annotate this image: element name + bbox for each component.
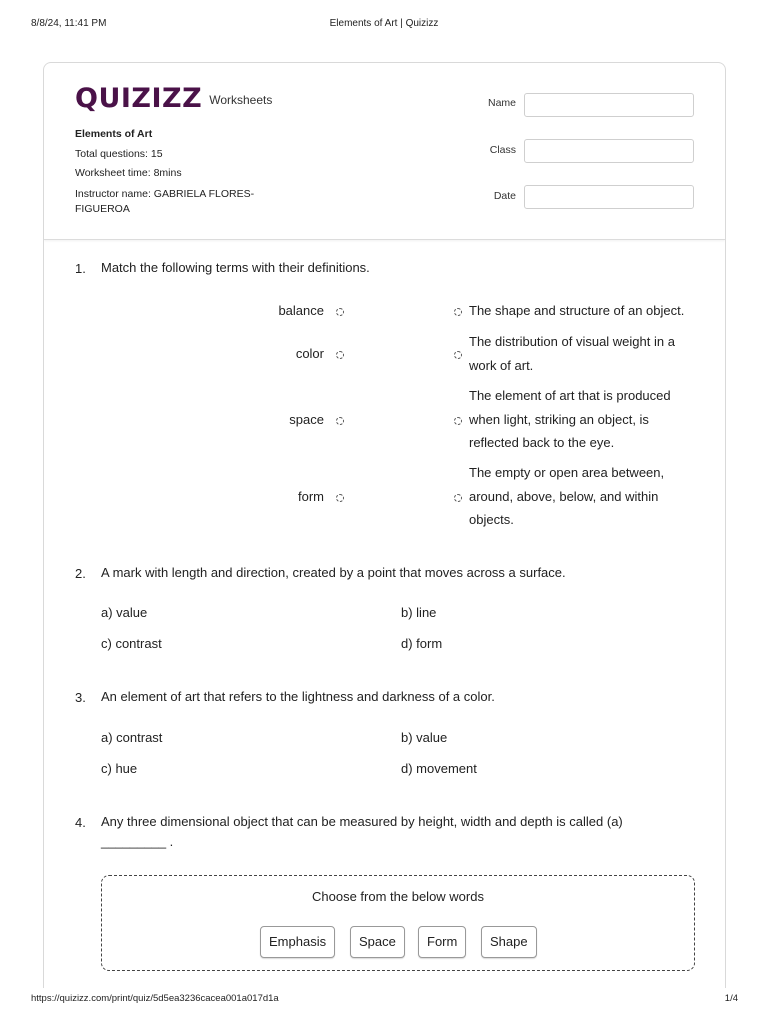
- answer-blank: _________ .: [101, 834, 174, 849]
- question-text: Any three dimensional object that can be measured by height, width and depth is called (a): [101, 814, 623, 829]
- word-chip-form[interactable]: Form: [418, 926, 466, 958]
- match-definition-2[interactable]: The distribution of visual weight in a work of art.: [469, 334, 675, 373]
- option-c[interactable]: c) hue: [101, 761, 138, 776]
- match-definition-1[interactable]: The shape and structure of an object.: [469, 303, 685, 318]
- question-3: [44, 690, 725, 720]
- word-bank: [101, 875, 695, 971]
- worksheet-name: Elements of Art: [75, 128, 153, 140]
- question-4: [44, 815, 725, 865]
- term-label: space: [289, 412, 324, 427]
- option-c[interactable]: c) contrast: [101, 636, 162, 651]
- match-definition-3[interactable]: The element of art that is produced when light, striking an object, is reflected back to the eye.: [469, 388, 671, 450]
- page-number: 1/4: [724, 993, 738, 1004]
- question-text: Match the following terms with their definitions.: [101, 260, 370, 275]
- class-label: Class: [489, 144, 516, 156]
- question-number: 1.: [75, 261, 86, 276]
- connector-dot-icon[interactable]: [454, 494, 462, 502]
- match-term-color[interactable]: [224, 346, 344, 366]
- print-footer: [0, 993, 768, 1007]
- connector-dot-icon[interactable]: [336, 351, 344, 359]
- word-chip-emphasis[interactable]: Emphasis: [260, 926, 335, 958]
- class-field[interactable]: [524, 139, 694, 163]
- connector-dot-icon[interactable]: [454, 308, 462, 316]
- term-label: form: [298, 489, 324, 504]
- word-bank-hint: Choose from the below words: [312, 889, 484, 904]
- match-term-form[interactable]: [224, 489, 344, 509]
- word-chip-shape[interactable]: Shape: [481, 926, 537, 958]
- worksheet-info: [75, 125, 275, 217]
- question-number: 3.: [75, 690, 86, 705]
- term-label: balance: [278, 303, 324, 318]
- date-field[interactable]: [524, 185, 694, 209]
- connector-dot-icon[interactable]: [336, 417, 344, 425]
- print-date: 8/8/24, 11:41 PM: [31, 18, 107, 29]
- match-term-space[interactable]: [224, 412, 344, 432]
- option-d[interactable]: d) movement: [401, 761, 477, 776]
- question-number: 4.: [75, 815, 86, 830]
- product-name: Worksheets: [209, 93, 273, 107]
- brand-name: QUIZIZZ: [75, 82, 203, 114]
- question-text: An element of art that refers to the lightness and darkness of a color.: [101, 689, 495, 704]
- question-1: [44, 261, 725, 541]
- option-a[interactable]: a) value: [101, 605, 148, 620]
- worksheet-time: Worksheet time: 8mins: [75, 167, 182, 179]
- print-title: Elements of Art | Quizizz: [329, 18, 439, 29]
- worksheet-header: [44, 63, 725, 240]
- instructor-name: Instructor name: GABRIELA FLORES-FIGUEROA: [75, 187, 255, 215]
- print-header: [0, 18, 768, 34]
- quizizz-logo: [75, 83, 272, 113]
- question-number: 2.: [75, 566, 86, 581]
- option-a[interactable]: a) contrast: [101, 730, 163, 745]
- word-chip-space[interactable]: Space: [350, 926, 405, 958]
- connector-dot-icon[interactable]: [336, 494, 344, 502]
- term-label: color: [295, 346, 324, 361]
- connector-dot-icon[interactable]: [336, 308, 344, 316]
- match-term-balance[interactable]: [224, 303, 344, 323]
- option-b[interactable]: b) value: [401, 730, 448, 745]
- worksheet-card: [43, 62, 726, 988]
- connector-dot-icon[interactable]: [454, 417, 462, 425]
- name-label: Name: [487, 97, 516, 109]
- total-questions: Total questions: 15: [75, 147, 163, 160]
- print-url[interactable]: https://quizizz.com/print/quiz/5d5ea3236cacea001a017d1a: [31, 993, 279, 1004]
- option-b[interactable]: b) line: [401, 605, 437, 620]
- connector-dot-icon[interactable]: [454, 351, 462, 359]
- option-d[interactable]: d) form: [401, 636, 443, 651]
- date-label: Date: [493, 190, 516, 202]
- name-field[interactable]: [524, 93, 694, 117]
- match-definition-4[interactable]: The empty or open area between, around, above, below, and within objects.: [469, 465, 665, 527]
- question-text: A mark with length and direction, created by a point that moves across a surface.: [101, 565, 566, 580]
